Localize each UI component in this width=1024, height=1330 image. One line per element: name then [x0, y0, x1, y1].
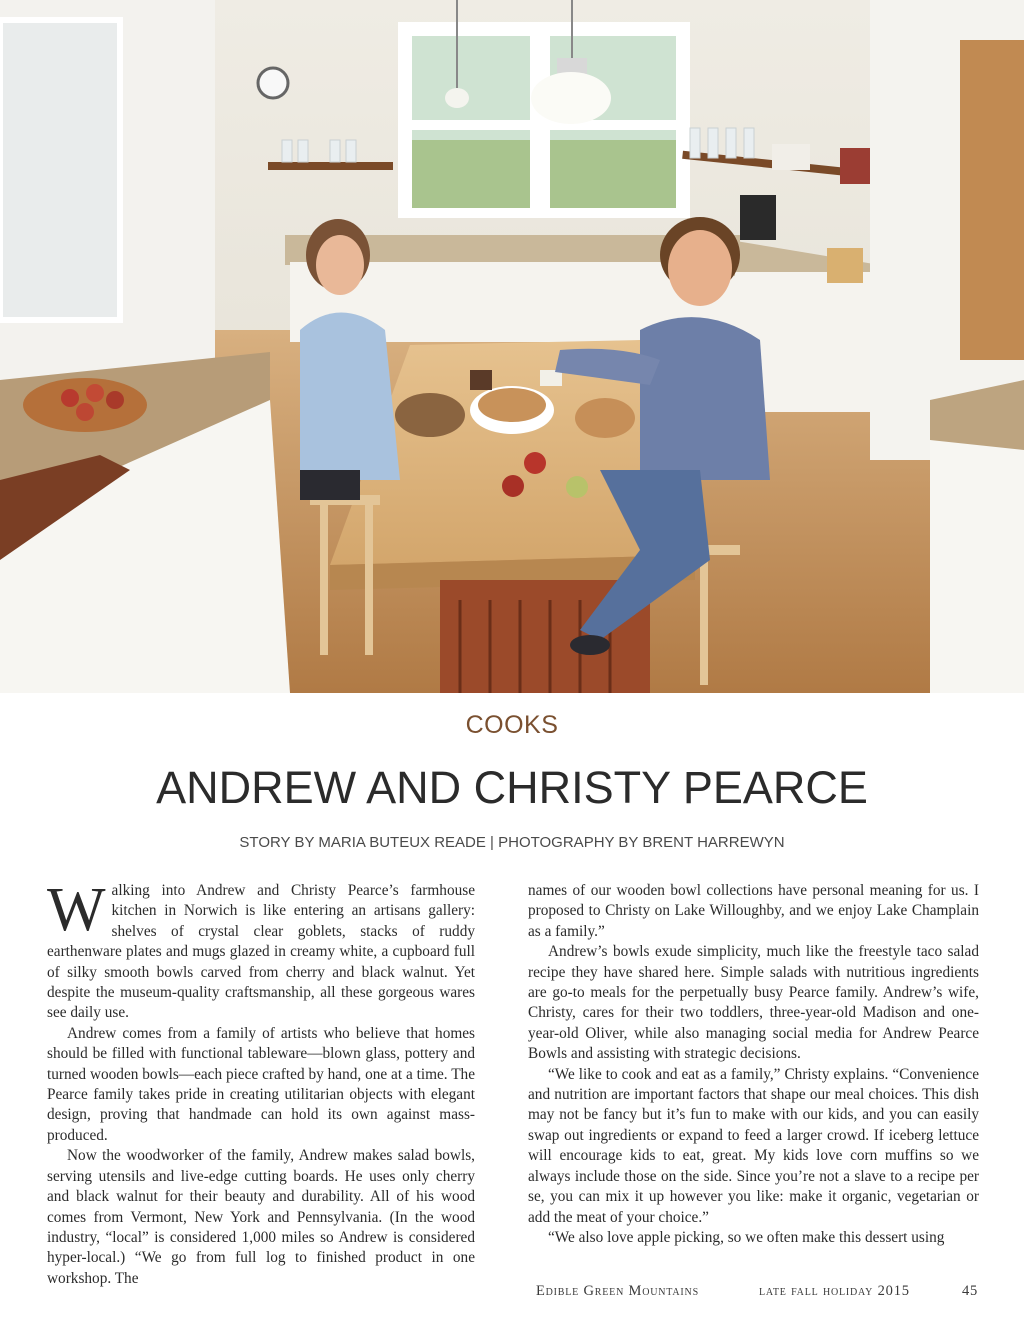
- byline: STORY BY MARIA BUTEUX READE | PHOTOGRAPHY BY BRENT HARREWYN: [239, 834, 785, 851]
- drop-cap: W: [47, 876, 106, 944]
- body-column-right: [528, 881, 979, 1248]
- section-kicker: COOKS: [465, 711, 559, 739]
- paragraph: Andrew’s bowls exude simplicity, much like the freestyle taco salad recipe they have shared here. Simple salads with nutritious ingredients are go-to meals for the perpetually busy Pearce family. Andrew’s wife, Christy, cares for their two toddlers, three-year-old Madison and one-year-old Oliver, while also managing social media for Andrew Pearce Bowls and assisting with strategic decisions.: [528, 943, 979, 1063]
- issue-name: late fall holiday 2015: [759, 1283, 910, 1299]
- paragraph: Andrew comes from a family of artists who believe that homes should be filled with functional tableware—blown glass, pottery and turned wooden bowls—each piece crafted by hand, one at a time. The Pearce family takes pride in creating utilitarian objects with elegant design, proving that handmade can hold its own against mass-produced.: [47, 1024, 475, 1144]
- paragraph: “We also love apple picking, so we often make this dessert using: [548, 1228, 945, 1246]
- publication-name: Edible Green Mountains: [536, 1283, 699, 1299]
- page-number: 45: [962, 1283, 979, 1299]
- body-column-left: [47, 876, 475, 1289]
- paragraph: names of our wooden bowl collections have personal meaning for us. I proposed to Christy on Lake Willoughby, and we enjoy Lake Champlain as a family.”: [528, 882, 979, 940]
- paragraph-text: alking into Andrew and Christy Pearce’s farmhouse kitchen in Norwich is like entering an artisans gallery: shelves of crystal clear goblets, stacks of ruddy earthenware plates and mugs glazed in creamy white, a cupboard full of silky smooth bowls carved from cherry and black walnut. Yet despite the museum-quality craftsmanship, all these gorgeous wares see daily use.: [47, 882, 475, 1022]
- article-title: ANDREW AND CHRISTY PEARCE: [156, 762, 868, 813]
- paragraph: “We like to cook and eat as a family,” Christy explains. “Convenience and nutrition are important factors that shape our meal choices. This dish may not be fancy but it’s fun to make with our kids, and you can easily swap out ingredients or expand to feed a larger crowd. If iceberg lettuce will encourage kids to eat, great. My kids love corn muffins so we always include those on the side. Since you’re not a slave to a recipe per se, you can mix it up however you like: make it organic, vegetarian or add the meat of your choice.”: [528, 1065, 979, 1226]
- paragraph: Now the woodworker of the family, Andrew makes salad bowls, serving utensils and live-edge cutting boards. He uses only cherry and black walnut for their beauty and durability. All of his wood comes from Vermont, New York and Pennsylvania. (In the wood industry, “local” is considered 1,000 miles so Andrew is considered hyper-local.) “We go from full log to finished product in one workshop. The: [47, 1147, 475, 1287]
- paragraph: [47, 876, 475, 1024]
